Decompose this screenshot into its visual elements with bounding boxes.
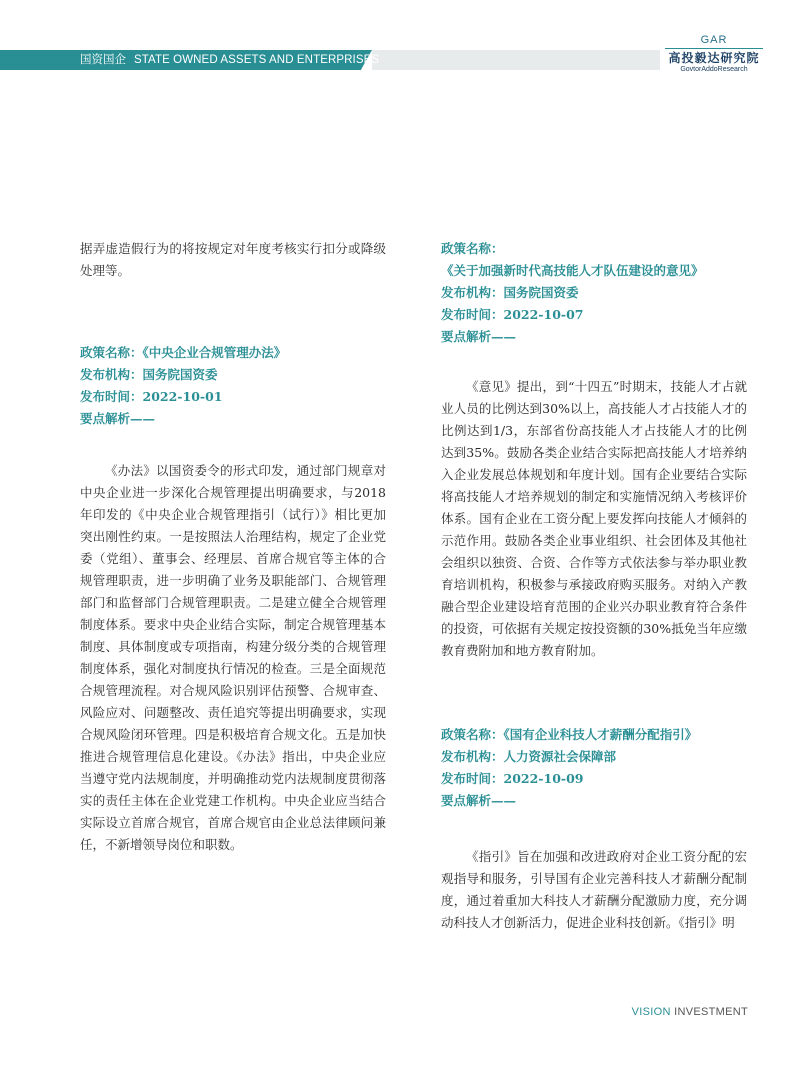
left-body bbox=[80, 460, 386, 856]
section-header bbox=[80, 52, 379, 68]
policy-analysis-label: 要点解析—— bbox=[441, 793, 517, 808]
policy-analysis-label: 要点解析—— bbox=[80, 411, 156, 426]
right-body-2-text: 《指引》旨在加强和改进政府对企业工资分配的宏观指导和服务，引导国有企业完善科技人才薪酬分配制度，通过着重加大科技人才薪酬分配激励力度，充分调动科技人才创新活力，促进企业科技创新。《指引》明 bbox=[441, 849, 747, 930]
policy-name-label: 政策名称： bbox=[441, 241, 504, 256]
policy-date-label: 发布时间： bbox=[441, 307, 504, 322]
policy-analysis-label: 要点解析—— bbox=[441, 329, 517, 344]
policy-name-label: 政策名称： bbox=[80, 345, 143, 360]
policy-date-label: 发布时间： bbox=[441, 771, 504, 786]
policy-name: 《中央企业合规管理办法》 bbox=[142, 345, 287, 360]
policy-name: 《关于加强新时代高技能人才队伍建设的意见》 bbox=[441, 263, 704, 278]
right-body-2 bbox=[441, 846, 747, 934]
footer-vision: VISION bbox=[631, 1006, 671, 1018]
logo-divider bbox=[665, 48, 763, 49]
logo-gar: GAR bbox=[700, 34, 728, 46]
policy-block-right-2 bbox=[441, 724, 747, 812]
policy-date: 2022-10-01 bbox=[142, 389, 223, 404]
policy-date: 2022-10-07 bbox=[503, 307, 584, 322]
policy-date-line bbox=[441, 304, 747, 326]
footer bbox=[632, 1006, 748, 1018]
policy-block-right-1 bbox=[441, 238, 747, 348]
policy-name: 《国有企业科技人才薪酬分配指引》 bbox=[503, 727, 698, 742]
left-body-text: 《办法》以国资委令的形式印发，通过部门规章对中央企业进一步深化合规管理提出明确要求，与2018年印发的《中央企业合规管理指引（试行）》相比更加突出刚性约束。一是按照法人治理结构，规定了企业党委（党组）、董事会、经理层、首席合规官等主体的合规管理职责，进一步明确了业务及职能部门、合规管理部门和监督部门合规管理职责。二是建立健全合规管理制度体系。要求中央企业结合实际，制定合规管理基本制度、具体制度或专项指南，构建分级分类的合规管理制度体系，强化对制度执行情况的检查。三是全面规范合规管理流程。对合规风险识别评估预警、合规审查、风险应对、问题整改、责任追究等提出明确要求，实现合规风险闭环管理。四是积极培育合规文化。五是加快推进合规管理信息化建设。《办法》指出，中央企业应当遵守党内法规制度，并明确推动党内法规制度贯彻落实的责任主体在企业党建工作机构。中央企业应当结合实际设立首席合规官，首席合规官由企业总法律顾问兼任，不新增领导岗位和职数。 bbox=[80, 463, 386, 852]
policy-issuer: 人力资源社会保障部 bbox=[503, 749, 617, 764]
logo-en: GovtorAddoResearch bbox=[680, 66, 748, 73]
left-column bbox=[80, 238, 386, 282]
policy-issuer: 国务院国资委 bbox=[503, 285, 579, 300]
gar-logo bbox=[655, 34, 773, 74]
policy-name-line bbox=[80, 342, 386, 364]
policy-issuer-line bbox=[441, 746, 747, 768]
policy-issuer-label: 发布机构： bbox=[441, 285, 504, 300]
policy-name-label: 政策名称： bbox=[441, 727, 504, 742]
policy-name-line bbox=[441, 724, 747, 746]
policy-date-label: 发布时间： bbox=[80, 389, 143, 404]
section-header-en: STATE OWNED ASSETS AND ENTERPRISES bbox=[134, 54, 380, 66]
right-body-1 bbox=[441, 376, 747, 662]
policy-block-left bbox=[80, 342, 386, 430]
policy-date-line bbox=[441, 768, 747, 790]
logo-cn: 高投毅达研究院 bbox=[668, 51, 760, 65]
policy-date-line bbox=[80, 386, 386, 408]
policy-date: 2022-10-09 bbox=[503, 771, 584, 786]
section-header-cn: 国资国企 bbox=[80, 54, 126, 66]
policy-issuer-line bbox=[441, 282, 747, 304]
header-bar-extension bbox=[372, 50, 660, 70]
left-continued-text: 据弄虚造假行为的将按规定对年度考核实行扣分或降级处理等。 bbox=[80, 241, 386, 278]
policy-issuer: 国务院国资委 bbox=[142, 367, 218, 382]
policy-issuer-label: 发布机构： bbox=[80, 367, 143, 382]
right-body-1-text: 《意见》提出，到“十四五”时期末，技能人才占就业人员的比例达到30%以上，高技能人才占技能人才的比例达到1/3，东部省份高技能人才占技能人才的比例达到35%。鼓励各类企业结合实际把高技能人才培养纳入企业发展总体规划和年度计划。国有企业要结合实际将高技能人才培养规划的制定和实施情况纳入考核评价体系。国有企业在工资分配上要发挥向技能人才倾斜的示范作用。鼓励各类企业事业组织、社会团体及其他社会组织以独资、合资、合作等方式依法参与举办职业教育培训机构，积极参与承接政府购买服务。对纳入产教融合型企业建设培育范围的企业兴办职业教育符合条件的投资，可依据有关规定按投资额的30%抵免当年应缴教育费附加和地方教育附加。 bbox=[441, 379, 747, 658]
footer-investment: INVESTMENT bbox=[674, 1006, 748, 1018]
policy-issuer-label: 发布机构： bbox=[441, 749, 504, 764]
policy-issuer-line bbox=[80, 364, 386, 386]
